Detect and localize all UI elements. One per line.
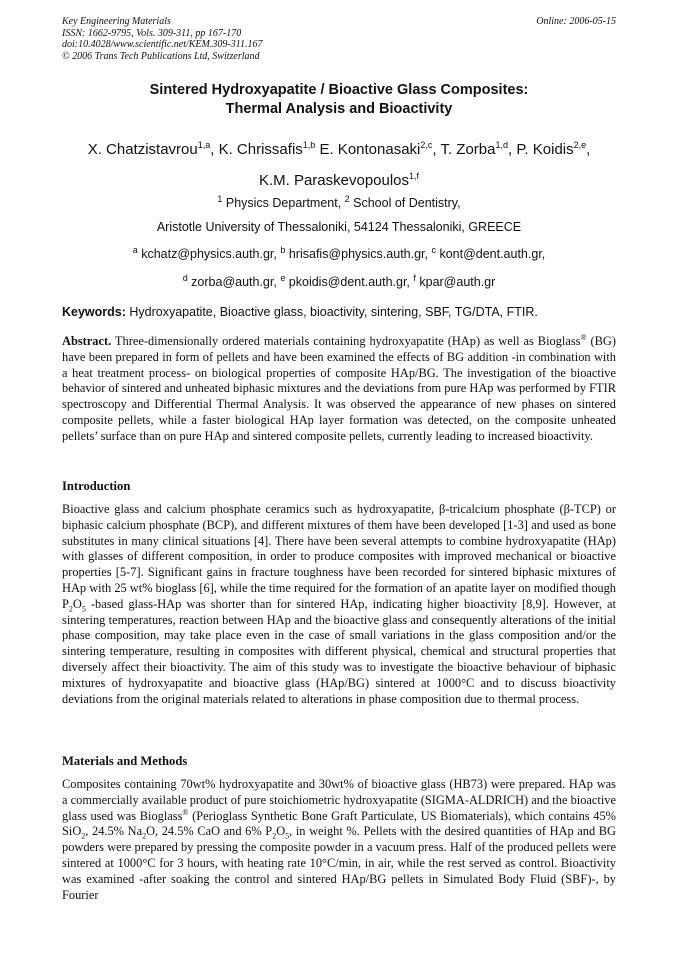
email-link[interactable]: zorba@auth.gr, (187, 274, 281, 289)
department: School of Dentistry, (349, 196, 461, 211)
section-heading-introduction: Introduction (62, 479, 131, 493)
author-sep: , (586, 141, 591, 158)
email-link[interactable]: pkoidis@dent.auth.gr, (285, 274, 414, 289)
registered-mark: ® (182, 807, 189, 817)
email-sup: d (182, 272, 188, 283)
methods-text: O, 24.5% CaO and 6% P (146, 824, 273, 839)
departments-line (62, 188, 616, 216)
title-line-1: Sintered Hydroxyapatite / Bioactive Glass Composites: (149, 82, 529, 98)
email-sup: f (413, 272, 416, 283)
subscript: 2 (68, 604, 73, 614)
email-link[interactable]: kchatz@physics.auth.gr, (137, 247, 281, 262)
methods-text: Composites containing 70wt% hydroxyapatite and 30wt% of bioactive glass (HB73) were prepared. HAp was a commercially available product of pure stoichiometric hydroxyapatite (SIGMA-ALDRICH) and the bioactive glass used was Bioglass (62, 777, 616, 823)
intro-text: Bioactive glass and calcium phosphate ceramics such as hydroxyapatite, β-tricalcium phosphate (β-TCP) or biphasic calcium phosphate (BCP), and different mixtures of them have been developed [1-3] and used as bone substitutes in many clinical situations [4]. There have been several attempts to combine hydroxyapatite (HAp) with glasses of different composition, in order to produce composites with improved mechanical or bioactive properties [5-7]. Significant gains in fracture toughness have been recorded for sintered biphasic mixtures of HAp with 25 wt% bioglass [6], while the time required for the formation of an apatite layer on modified though P (62, 502, 616, 611)
email-sup: a (132, 245, 138, 256)
title-line-2: Thermal Analysis and Bioactivity (225, 101, 453, 117)
intro-text: O (72, 596, 82, 611)
author-name: P. Koidis (516, 141, 574, 158)
affiliations (62, 188, 616, 294)
section-heading-materials-methods: Materials and Methods (62, 754, 188, 768)
abstract-text: Three-dimensionally ordered materials containing hydroxyapatite (HAp) as well as Bioglass (111, 334, 581, 348)
subscript: 5 (81, 604, 86, 614)
affil-sup: 1 (217, 194, 223, 204)
author-name: X. Chatzistavrou (87, 141, 198, 158)
methods-text: , 24.5% Na (85, 824, 143, 839)
doi-line: doi:10.4028/www.scientific.net/KEM.309-311.167 (62, 39, 263, 50)
author-sup: 1,f (409, 171, 420, 181)
copyright-line: © 2006 Trans Tech Publications Ltd, Switzerland (62, 50, 260, 62)
abstract-label: Abstract. (62, 334, 112, 348)
keywords (62, 304, 616, 320)
author-sup: 2,e (573, 140, 587, 150)
email-sup: c (431, 245, 436, 256)
keywords-text: Hydroxyapatite, Bioactive glass, bioactivity, sintering, SBF, TG/DTA, FTIR. (125, 305, 538, 319)
author-sup: 1,b (302, 140, 316, 150)
subscript: 2 (81, 831, 86, 841)
journal-name: Key Engineering Materials (62, 16, 171, 27)
author-sup: 1,d (495, 140, 509, 150)
author-sep: , (508, 141, 517, 158)
subscript: 5 (285, 831, 290, 841)
intro-text: -based glass-HAp was shorter than for sintered HAp, indicating higher bioactivity [8,9]. However, at sintering temperatures, reaction between HAp and the bioactive glass and consequently alterations of the initial phase composition, may take place even in the case of small variations in the glass composition and/or the sintering temperature, resulting in composites with different physical, chemical and structural properties that diversely affect their bioactivity. The aim of this study was to investigate the bioactive behaviour of biphasic mixtures of hydroxyapatite and bioactive glass (HAp/BG) sintered at 1000°C and to discuss bioactivity deviations from the original materials related to alterations in phase composition due to thermal process. (62, 596, 616, 706)
author-name: K.M. Paraskevopoulos (258, 172, 410, 189)
author-sup: 2,c (420, 140, 433, 150)
methods-text: (Perioglass Synthetic Bone Graft Particulate, US Biomaterials), which contains 45% SiO (62, 808, 616, 839)
introduction-paragraph (62, 502, 616, 707)
emails-line-2 (62, 267, 616, 295)
keywords-label: Keywords: (62, 305, 126, 319)
department: Physics Department, (222, 196, 345, 211)
email-link[interactable]: kpar@auth.gr (415, 274, 496, 289)
methods-paragraph (62, 777, 616, 903)
subscript: 2 (272, 831, 277, 841)
author-name: K. Chrissafis (218, 141, 303, 158)
author-sup: 1,a (197, 140, 211, 150)
abstract (62, 334, 616, 445)
emails-line-1 (62, 239, 616, 267)
subscript: 2 (142, 831, 147, 841)
email-sup: e (280, 272, 286, 283)
email-link[interactable]: hrisafis@physics.auth.gr, (285, 247, 432, 262)
journal-header (62, 16, 616, 62)
methods-text: O (276, 824, 286, 839)
issn-line: ISSN: 1662-9795, Vols. 309-311, pp 167-170 (62, 27, 242, 39)
author-list (50, 132, 628, 194)
author-sep: , (210, 141, 219, 158)
registered-mark: ® (580, 332, 587, 342)
online-date: Online: 2006-05-15 (536, 16, 616, 27)
author-sep: , (432, 141, 441, 158)
author-name: T. Zorba (440, 141, 496, 158)
abstract-text: (BG) have been prepared in form of pellets and have been examined the effects of BG addition -in combination with a heat treatment process- on biological properties of composite HAp/BG. The investigation of the bioactive behavior of sintered and unheated biphasic mixtures and the deviations from pure HAp was performed by FTIR spectroscopy and Differential Thermal Analysis. It was observed the appearance of new phases on sintered composite pellets, while a faster biological HAp layer formation was detected, on the composite unheated pellets’ surface than on pure HAp and sintered composite pellets, currently leading to increased bioactivity. (62, 334, 616, 443)
university-line: Aristotle University of Thessaloniki, 54124 Thessaloniki, GREECE (156, 219, 522, 234)
email-link[interactable]: kont@dent.auth.gr, (435, 247, 546, 262)
author-name: E. Kontonasaki (319, 141, 421, 158)
paper-title (62, 81, 616, 119)
affil-sup: 2 (344, 194, 350, 204)
methods-text: , in weight %. Pellets with the desired quantities of HAp and BG powders were prepared by pressing the composite powder in a vacuum press. Half of the produced pellets were sintered at 1000°C for 3 hours, with heating rate 10°C/min, in air, while the rest served as control. Bioactivity was examined -after soaking the control and sintered HAp/BG pellets in Simulated Body Fluid (SBF)-, by Fourier (62, 824, 616, 902)
email-sup: b (280, 245, 286, 256)
